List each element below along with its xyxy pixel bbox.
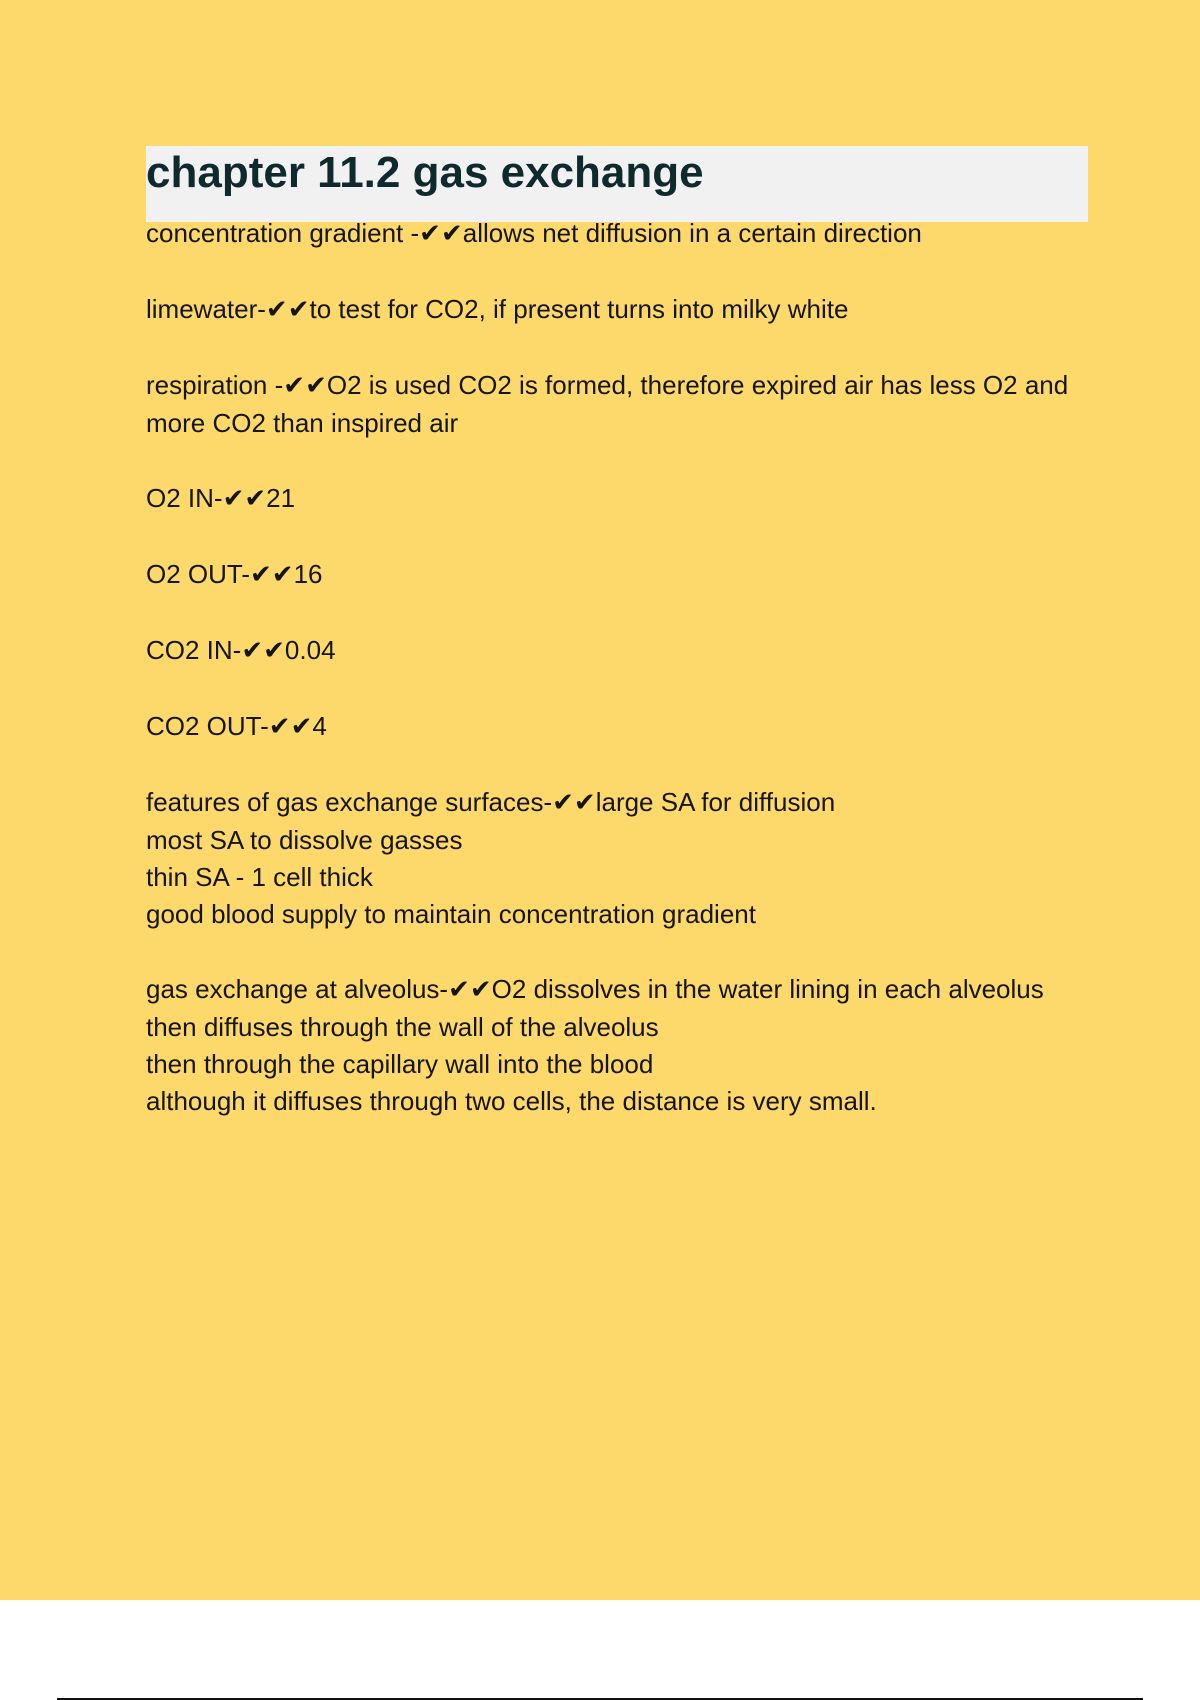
entry-first-line: [146, 971, 1086, 1009]
document-title: chapter 11.2 gas exchange: [146, 148, 704, 197]
entry-definition-text: large SA for diffusion: [595, 787, 836, 817]
entry-term: O2 OUT-: [146, 559, 251, 589]
double-check-icon: ✔✔: [250, 560, 294, 590]
entry-first-line: [146, 784, 1086, 822]
entry-first-line: [146, 215, 1086, 253]
entry-line: [146, 859, 1086, 896]
entry-term: CO2 OUT-: [146, 711, 269, 741]
flashcard-entry: [146, 480, 1086, 518]
entry-first-line: [146, 632, 1086, 670]
double-check-icon: ✔✔: [265, 295, 310, 325]
entry-line: [146, 1046, 1086, 1083]
entry-definition-text: then diffuses through the wall of the alveolus: [146, 1012, 659, 1042]
double-check-icon: ✔✔: [419, 219, 463, 249]
entry-definition-text: although it diffuses through two cells, the distance is very small.: [146, 1086, 877, 1116]
entry-first-line: [146, 367, 1086, 442]
entry-term: gas exchange at alveolus-: [146, 974, 449, 1004]
entry-first-line: [146, 708, 1086, 746]
flashcard-list: [146, 215, 1086, 1158]
entry-first-line: [146, 556, 1086, 594]
flashcard-entry: [146, 784, 1086, 933]
entry-definition-text: good blood supply to maintain concentration gradient: [146, 899, 756, 929]
entry-definition-text: allows net diffusion in a certain direction: [462, 218, 922, 248]
flashcard-entry: [146, 632, 1086, 670]
double-check-icon: ✔✔: [268, 712, 313, 742]
entry-definition-text: to test for CO2, if present turns into milky white: [309, 294, 849, 324]
flashcard-entry: [146, 367, 1086, 442]
entry-term: O2 IN-: [146, 483, 223, 513]
flashcard-entry: [146, 708, 1086, 746]
entry-line: [146, 822, 1086, 859]
entry-term: features of gas exchange surfaces-: [146, 787, 553, 817]
double-check-icon: ✔✔: [241, 636, 285, 666]
entry-definition-text: 0.04: [284, 635, 336, 665]
entry-line: [146, 896, 1086, 933]
entry-definition-text: 21: [266, 483, 296, 513]
double-check-icon: ✔✔: [448, 975, 492, 1005]
entry-first-line: [146, 480, 1086, 518]
entry-line: [146, 1009, 1086, 1046]
entry-term: respiration -: [146, 370, 284, 400]
flashcard-entry: [146, 291, 1086, 329]
entry-line: [146, 1083, 1086, 1120]
double-check-icon: ✔✔: [222, 484, 267, 514]
flashcard-entry: [146, 556, 1086, 594]
entry-definition-text: then through the capillary wall into the blood: [146, 1049, 654, 1079]
double-check-icon: ✔✔: [552, 788, 596, 818]
double-check-icon: ✔✔: [283, 371, 327, 401]
entry-first-line: [146, 291, 1086, 329]
entry-definition-text: O2 dissolves in the water lining in each alveolus: [491, 974, 1044, 1004]
entry-term: limewater-: [146, 294, 266, 324]
entry-definition-text: most SA to dissolve gasses: [146, 825, 463, 855]
entry-term: CO2 IN-: [146, 635, 242, 665]
entry-definition-text: thin SA - 1 cell thick: [146, 862, 373, 892]
entry-definition-text: O2 is used CO2 is formed, therefore expired air has less O2 and more CO2 than inspired air: [146, 370, 1069, 438]
entry-definition-text: 16: [293, 559, 323, 589]
entry-term: concentration gradient -: [146, 218, 420, 248]
entry-definition-text: 4: [312, 711, 327, 741]
flashcard-entry: [146, 971, 1086, 1120]
flashcard-entry: [146, 215, 1086, 253]
